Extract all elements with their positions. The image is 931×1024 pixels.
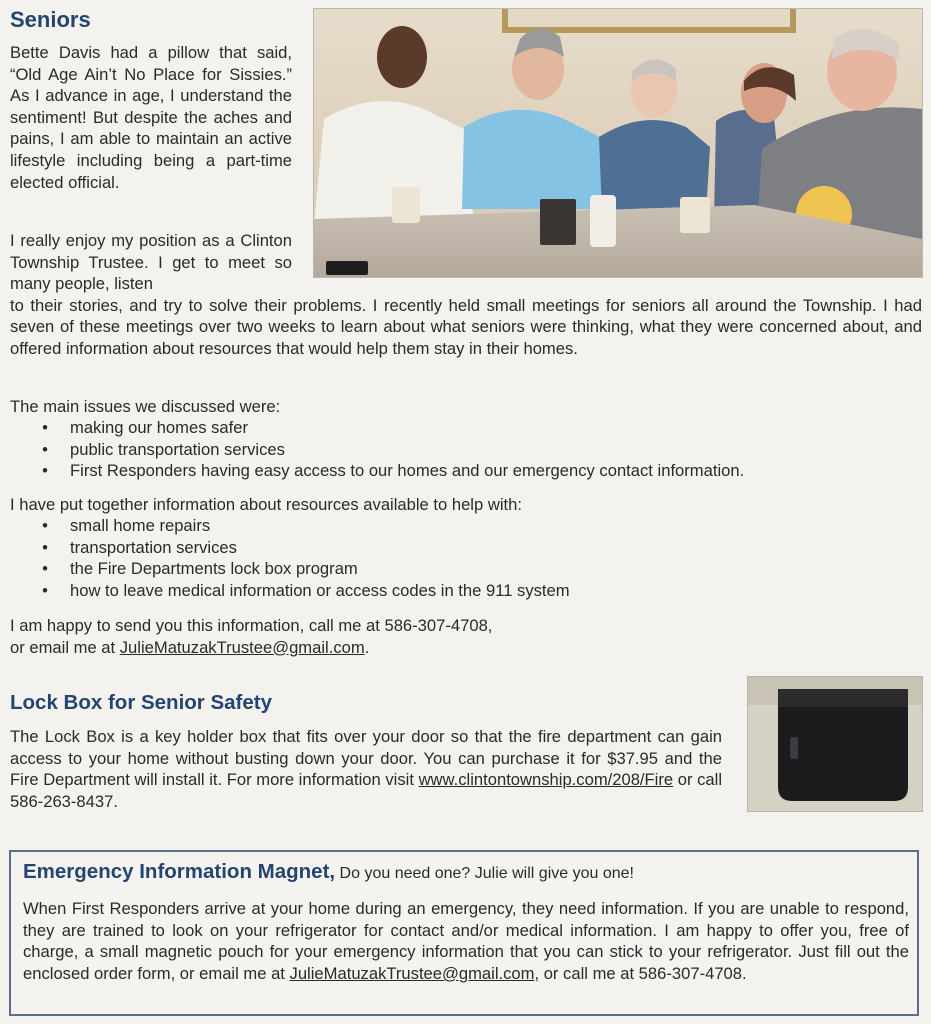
resources-intro: I have put together information about resources available to help with: <box>10 495 522 514</box>
magnet-email-link[interactable]: JulieMatuzakTrustee@gmail.com <box>289 963 535 983</box>
list-item <box>10 439 744 461</box>
seniors-intro-column <box>10 42 292 193</box>
list-item-text: small home repairs <box>70 516 211 535</box>
contact-email-suffix: . <box>364 637 370 657</box>
contact-block <box>10 615 710 658</box>
seniors-heading: Seniors <box>10 7 91 32</box>
bullet-icon: • <box>42 418 48 437</box>
contact-phone-line: I am happy to send you this information, call me at 586-307-4708, <box>10 616 493 635</box>
lockbox-photo <box>747 676 923 812</box>
magnet-heading: Emergency Information Magnet, <box>23 860 336 883</box>
lockbox-text-end: or call 586-263-8437. <box>10 770 723 811</box>
list-item <box>10 417 744 439</box>
issues-list <box>10 417 744 482</box>
bullet-icon: • <box>42 461 48 481</box>
list-item <box>10 515 570 537</box>
list-item-text: First Responders having easy access to our homes and our emergency contact information. <box>70 461 745 481</box>
magnet-text-end: , or call me at 586-307-4708. <box>534 963 747 983</box>
list-item <box>10 537 570 559</box>
bullet-icon: • <box>42 439 48 459</box>
lockbox-illustration <box>748 677 922 811</box>
lockbox-text-start: The Lock Box is a key holder box that fits over your door so that the fire department can gain access to your home without busting down your door. You can purchase it for $37.95 and the Fire Department will install it. For more information visit <box>10 727 722 790</box>
trustee-paragraph-start: I really enjoy my position as a Clinton Township Trustee. I get to meet so many people, listen <box>10 231 292 294</box>
trustee-paragraph-rest: to their stories, and try to solve their problems. I recently held small meetings for seniors all around the Township. I had seven of these meetings over two weeks to learn about what seniors were thinking, what they were concerned about, and offered information about resources that would help them stay in their homes. <box>10 295 922 358</box>
bullet-icon: • <box>42 537 48 557</box>
list-item-text: making our homes safer <box>70 418 249 437</box>
list-item-text: how to leave medical information or access codes in the 911 system <box>70 580 570 600</box>
bullet-icon: • <box>42 580 48 600</box>
magnet-text-start: When First Responders arrive at your home during an emergency, they need information. If you are unable to respond, they are trained to look on your refrigerator for contact and/or medical information. I am happy to offer you, free of charge, a small magnetic pouch for your emergency information that you can stick to your refrigerator. Just fill out the enclosed order form, or email me at <box>23 899 909 983</box>
trustee-paragraph <box>10 230 922 360</box>
lockbox-paragraph <box>10 726 722 812</box>
list-item-text: the Fire Departments lock box program <box>70 559 358 579</box>
bullet-icon: • <box>42 559 48 579</box>
emergency-magnet-box <box>9 850 919 1016</box>
list-item-text: public transportation services <box>70 439 285 459</box>
lockbox-heading: Lock Box for Senior Safety <box>10 691 273 714</box>
bullet-icon: • <box>42 516 48 535</box>
magnet-heading-line <box>23 860 634 884</box>
contact-email-line <box>10 637 710 659</box>
list-item <box>10 580 570 602</box>
list-item-text: transportation services <box>70 537 237 557</box>
email-link[interactable]: JulieMatuzakTrustee@gmail.com <box>119 637 365 657</box>
magnet-paragraph <box>23 898 909 984</box>
contact-email-prefix: or email me at <box>10 637 120 657</box>
resources-list <box>10 515 570 601</box>
list-item <box>10 460 744 482</box>
seniors-intro-paragraph: Bette Davis had a pillow that said, “Old Age Ain’t No Place for Sissies.” As I advance in age, I understand the sentiment! But despite the aches and pains, I am able to maintain an active lifestyle including being a part-time elected official. <box>10 43 292 192</box>
magnet-tagline: Do you need one? Julie will give you one! <box>335 865 634 882</box>
list-item <box>10 558 570 580</box>
issues-intro: The main issues we discussed were: <box>10 397 281 416</box>
fire-department-link[interactable]: www.clintontownship.com/208/Fire <box>418 770 674 790</box>
